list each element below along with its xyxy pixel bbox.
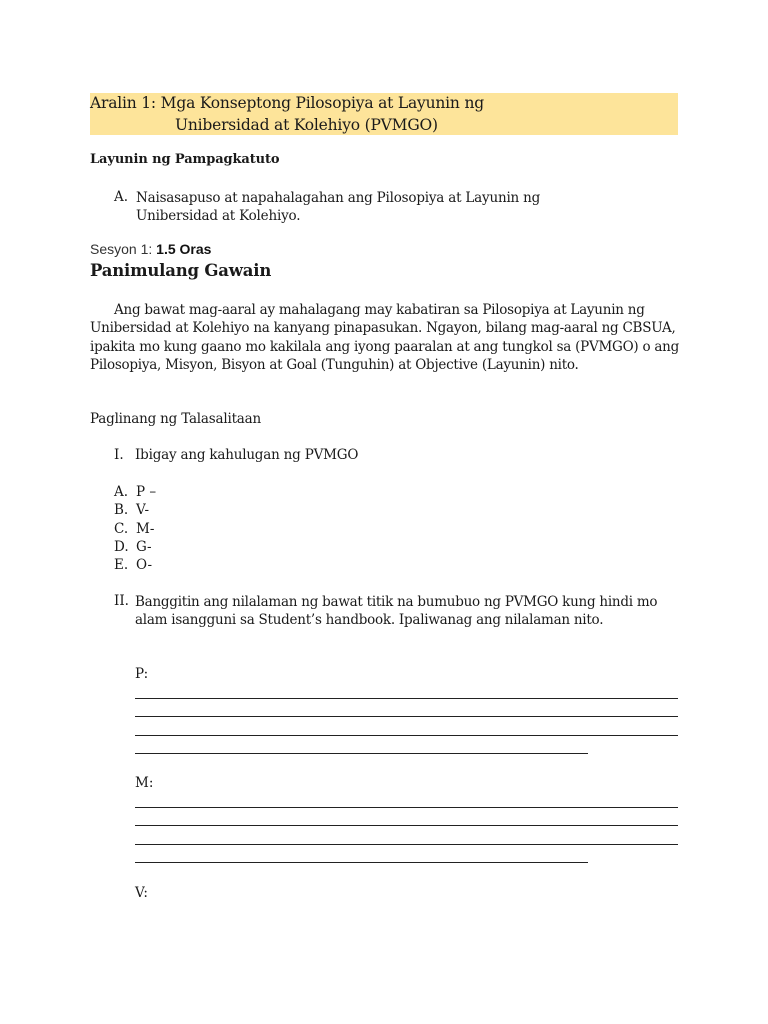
answer-line[interactable] [135,716,678,717]
list-item [114,557,156,575]
list-item [114,521,156,539]
list-item [114,502,156,520]
vocabulary-heading: Paglinang ng Talasalitaan [90,411,262,427]
activity-heading: Panimulang Gawain [90,261,272,280]
activity-paragraph-text: Ang bawat mag-aaral ay mahalagang may kabatiran sa Pilosopiya at Layunin ng Unibersidad at Kolehiyo na kanyang pinapasukan. Ngayon, bilang mag-aaral ng CBSUA, ipakita mo kung gaano mo kakilala ang iyong paaralan at ang tungkol sa (PVMGO) o ang Pilosopiya, Misyon, Bisyon at Goal (Tunguhin) at Objective (Layunin) nito. [90,302,680,373]
answer-line[interactable] [135,698,678,699]
item-letter: C. [114,520,129,537]
answer-line[interactable] [135,825,678,826]
objective-text: Naisasapuso at napahalagahan ang Pilosopiya at Layunin ng Unibersidad at Kolehiyo. [136,190,541,224]
pvmgo-list [114,484,156,575]
part1-instruction: Ibigay ang kahulugan ng PVMGO [135,447,359,463]
part2-instruction: Banggitin ang nilalaman ng bawat titik na bumubuo ng PVMGO kung hindi mo alam isangguni sa Student’s handbook. Ipaliwanag ang nilalaman nito. [135,594,658,629]
item-letter: D. [114,538,129,555]
item-text: V- [136,502,150,519]
activity-paragraph [90,301,680,374]
item-text: O- [136,557,153,574]
part2-numeral: II. [114,593,129,609]
answer-label-m: M: [135,775,154,791]
item-text: M- [136,520,155,537]
lesson-title-line1: Aralin 1: Mga Konseptong Pilosopiya at Layunin ng [90,94,484,112]
lesson-title-line2: Unibersidad at Kolehiyo (PVMGO) [175,116,438,134]
answer-label-p: P: [135,666,149,682]
answer-line[interactable] [135,844,678,845]
list-item [114,484,156,502]
session-duration: 1.5 Oras [156,241,212,257]
objectives-heading: Layunin ng Pampagkatuto [90,152,280,167]
item-letter: B. [114,502,129,519]
item-letter: A. [114,484,129,500]
item-text: P – [136,484,157,500]
item-letter: E. [114,557,129,574]
session-label: Sesyon 1: [90,241,153,257]
part1-numeral: I. [114,447,124,463]
answer-line[interactable] [135,753,588,754]
objective-letter: A. [114,189,129,205]
answer-label-v: V: [135,885,148,901]
item-text: G- [136,538,152,555]
answer-line[interactable] [135,807,678,808]
answer-line[interactable] [135,735,678,736]
session-info [90,241,211,257]
answer-line[interactable] [135,862,588,863]
list-item [114,539,156,557]
